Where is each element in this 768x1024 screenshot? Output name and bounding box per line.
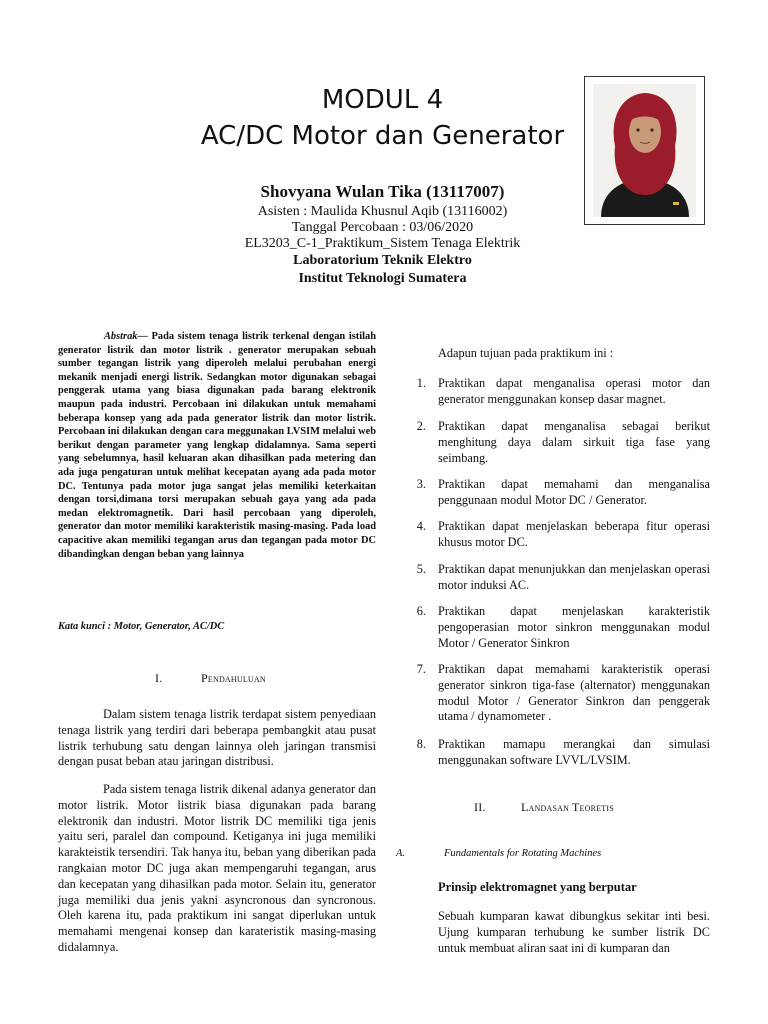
item-number: 1. xyxy=(416,376,426,390)
author-photo xyxy=(584,76,705,225)
introduction-paragraph-2 xyxy=(58,782,376,956)
topic-heading: Prinsip elektromagnet yang berputar xyxy=(438,880,637,894)
item-number: 6. xyxy=(416,604,426,618)
item-text: Praktikan dapat menjelaskan karakteristik pengoperasian motor sinkron menggunakan modul Motor / Generator Sinkron xyxy=(438,604,710,650)
objective-item-6 xyxy=(404,604,710,651)
objective-item-1 xyxy=(404,376,710,408)
institute-name: Institut Teknologi Sumatera xyxy=(298,271,467,286)
title-line-2: AC/DC Motor dan Generator xyxy=(200,121,565,151)
paragraph-text: Pada sistem tenaga listrik dikenal adanya generator dan motor listrik. Motor listrik biasa digunakan pada barang elektronik dan industri. Motor listrik DC memiliki tiga jenis yaitu seri, paralel dan compound. Ketiganya ini juga memiliki karakteistik tersendiri. Tak hanya itu, beban yang diberikan pada rangkaian motor DC juga akan mempengaruhi tegangan, arus dan kecepatan yang dihasilkan pada motor. Selain itu, generator juga memiliki dua jenis yakni asyncronous dan syncronous. Oleh karena itu, pada praktikum ini sangat diperlukan untuk memahami mengenai konsep dan karateristik masing-masing didalamnya. xyxy=(58,782,376,954)
objective-item-4 xyxy=(404,519,710,551)
experiment-date: Tanggal Percobaan : 03/06/2020 xyxy=(291,220,474,235)
item-text: Praktikan dapat menunjukkan dan menjelaskan operasi motor induksi AC. xyxy=(438,562,710,592)
abstract-text: Pada sistem tenaga listrik terkenal dengan istilah generator listrik dan motor listrik . generator merupakan sebuah sumber tegangan listrik yang diperoleh melalui perubahan energi mekanik menjadi energi listrik. Sedangkan motor digunakan sebagai penggerak utama yang biasa digunakan pada barang elektronik maupun pada industri. Percobaan ini dilakukan untuk memahami beberapa konsep yang ada pada generator listrik dan motor listrik. Percobaan ini dilakukan dengan cara meggunakan LVSIM melalui web berikut dengan parameter yang lengkap didalamnya. Sama seperti yang sebelumnya, hasil keluaran akan dihasilkan pada metering dan ada juga pengaturan untuk melihat kecepatan ayang ada pada motor DC. Tentunya pada motor juga sangat jelas memiliki keterkaitan dengan torsi,dimana torsi merupakan sebuah gaya yang ada pada medan elektromagnetik. Dari hasil percobaan yang diperoleh, generator dan motor memiliki karakteristik masing-masing. Pada load capacitive akan memiliki tegangan arus dan tegangan pada motor DC dibandingkan dengan beban yang lainnya xyxy=(58,331,376,560)
item-number: 8. xyxy=(416,737,426,751)
course-code: EL3203_C-1_Praktikum_Sistem Tenaga Elektrik xyxy=(244,236,521,251)
introduction-paragraph-1 xyxy=(58,707,376,770)
abstract-lead: Abstrak— xyxy=(104,331,148,342)
subsection-heading xyxy=(396,848,602,859)
subsection-letter: A. xyxy=(396,848,406,859)
section-heading-theory xyxy=(474,800,614,815)
item-text: Praktikan dapat menganalisa operasi motor dan generator menggunakan konsep dasar magnet. xyxy=(438,376,710,406)
abstract xyxy=(58,330,376,561)
objective-item-8 xyxy=(404,737,710,769)
objectives-intro: Adapun tujuan pada praktikum ini : xyxy=(438,346,614,360)
assistant-line: Asisten : Maulida Khusnul Aqib (13116002) xyxy=(257,204,508,219)
section-number: II. xyxy=(474,800,486,814)
paragraph-text: Dalam sistem tenaga listrik terdapat sistem penyediaan tenaga listrik yang terdiri dari beberapa pembangkit atau pusat listrik terhubung satu dengan lainnya oleh jaringan transmisi dengan pusat beban atau jaringan distribusi. xyxy=(58,707,376,769)
objective-item-7 xyxy=(404,662,710,725)
item-number: 3. xyxy=(416,477,426,491)
item-number: 7. xyxy=(416,662,426,676)
objective-item-2 xyxy=(404,419,710,466)
objective-item-3 xyxy=(404,477,710,509)
title-line-1: MODUL 4 xyxy=(321,85,444,115)
item-text: Praktikan mamapu merangkai dan simulasi menggunakan software LVVL/LVSIM. xyxy=(438,737,710,767)
section-number: I. xyxy=(155,671,163,685)
author-portrait-image xyxy=(593,84,696,217)
subsection-title: Fundamentals for Rotating Machines xyxy=(444,848,602,859)
laboratory-name: Laboratorium Teknik Elektro xyxy=(293,253,472,268)
objective-item-5 xyxy=(404,562,710,594)
section-title: Pendahuluan xyxy=(201,671,266,685)
section-title: Landasan Teoretis xyxy=(521,800,614,814)
item-text: Praktikan dapat menjelaskan beberapa fitur operasi khusus motor DC. xyxy=(438,519,710,549)
item-text: Praktikan dapat memahami karakteristik operasi generator sinkron tiga-fase (alternator) menggunakan modul Motor / Generator Sinkron dan penggerak utama / dynamometer . xyxy=(438,662,710,724)
author-name: Shovyana Wulan Tika (13117007) xyxy=(260,182,505,201)
item-number: 5. xyxy=(416,562,426,576)
item-text: Praktikan dapat memahami dan menganalisa penggunaan modul Motor DC / Generator. xyxy=(438,477,710,507)
theory-paragraph-1: Sebuah kumparan kawat dibungkus sekitar inti besi. Ujung kumparan terhubung ke sumber listrik DC untuk membuat aliran saat ini di kumparan dan xyxy=(438,909,710,955)
item-text: Praktikan dapat menganalisa sebagai berikut menghitung daya dalam sirkuit tiga fase yang seimbang. xyxy=(438,419,710,465)
section-heading-introduction xyxy=(155,671,266,686)
item-number: 4. xyxy=(416,519,426,533)
keywords: Kata kunci : Motor, Generator, AC/DC xyxy=(58,621,225,632)
item-number: 2. xyxy=(416,419,426,433)
